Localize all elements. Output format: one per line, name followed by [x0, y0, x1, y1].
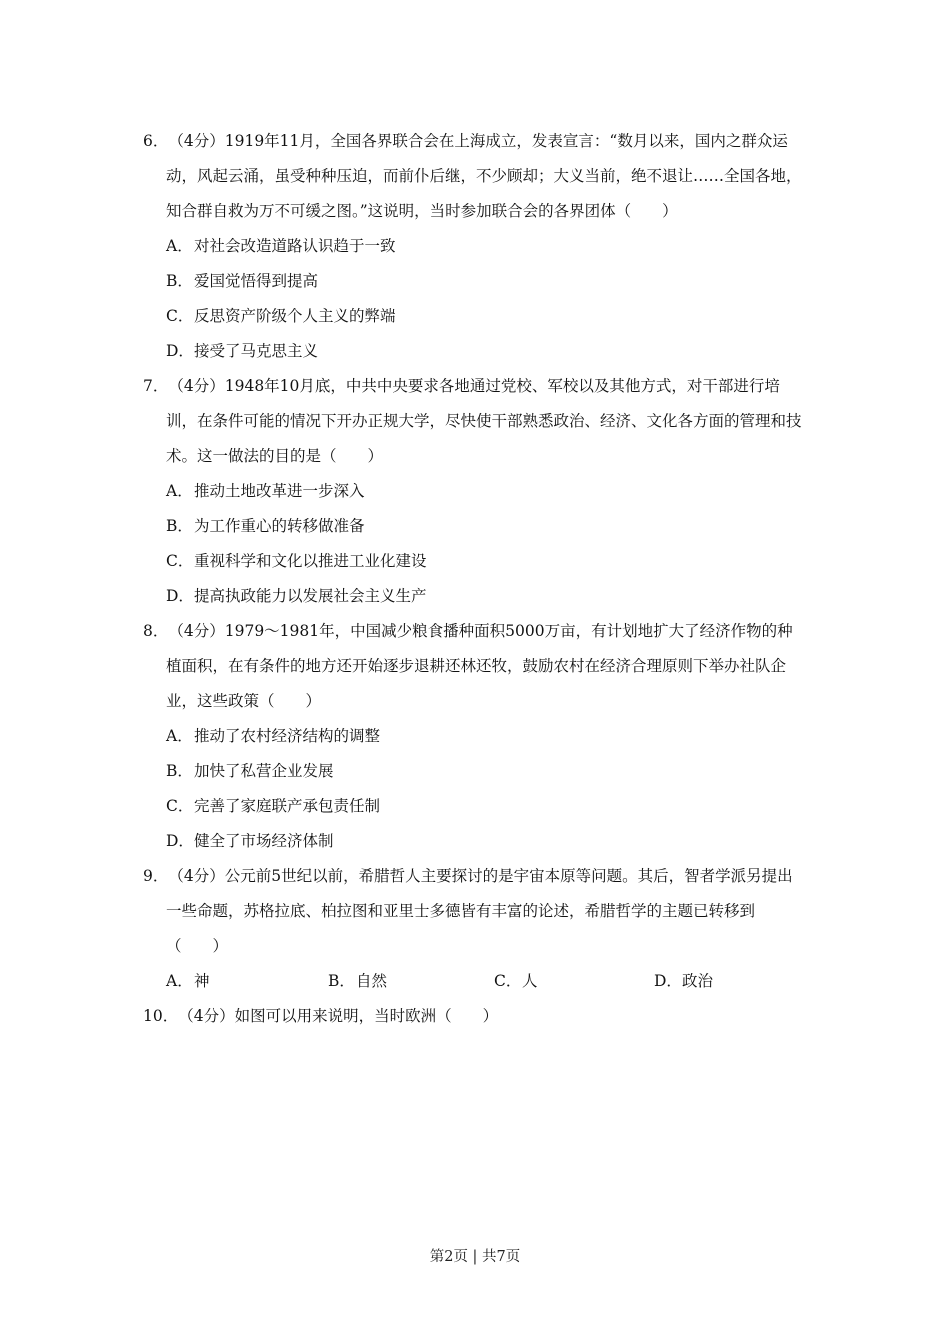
option-b [143, 754, 808, 789]
option-label: B． [328, 972, 355, 990]
option-label: A． [166, 237, 193, 255]
option-c [494, 964, 654, 999]
option-label: B． [166, 762, 193, 780]
option-label: D． [166, 832, 194, 850]
option-label: B． [166, 517, 193, 535]
option-d [143, 334, 808, 369]
question-stem: （4分）公元前5世纪以前，希腊哲人主要探讨的是宇宙本原等问题。其后，智者学派另提出一些命题，苏格拉底、柏拉图和亚里士多德皆有丰富的论述，希腊哲学的主题已转移到（ ） [166, 867, 793, 955]
option-text: 对社会改造道路认识趋于一致 [194, 237, 396, 255]
option-text: 健全了市场经济体制 [194, 832, 334, 850]
option-text: 神 [194, 972, 210, 990]
option-text: 政治 [682, 972, 714, 990]
option-text: 接受了马克思主义 [194, 342, 319, 360]
option-label: C． [166, 552, 194, 570]
option-text: 加快了私营企业发展 [194, 762, 334, 780]
question-6 [143, 124, 808, 369]
question-9 [143, 859, 808, 999]
option-b [328, 964, 494, 999]
option-label: A． [166, 727, 193, 745]
option-row [143, 964, 808, 999]
option-a [143, 229, 808, 264]
question-stem: （4分）1948年10月底，中共中央要求各地通过党校、军校以及其他方式，对干部进行培训，在条件可能的情况下开办正规大学，尽快使干部熟悉政治、经济、文化各方面的管理和技术。这一做法的目的是（ ） [166, 377, 802, 465]
option-b [143, 264, 808, 299]
question-number: 10． [143, 1007, 179, 1025]
question-number: 8． [143, 622, 169, 640]
option-text: 推动土地改革进一步深入 [194, 482, 365, 500]
option-label: D． [654, 972, 682, 990]
option-text: 人 [522, 972, 538, 990]
question-7 [143, 369, 808, 614]
option-text: 完善了家庭联产承包责任制 [194, 797, 381, 815]
page-footer: 第2页 | 共7页 [429, 1249, 521, 1265]
option-c [143, 789, 808, 824]
option-d [654, 964, 713, 999]
question-list [143, 124, 808, 1034]
option-a [143, 719, 808, 754]
option-c [143, 544, 808, 579]
option-text: 为工作重心的转移做准备 [194, 517, 365, 535]
option-label: D． [166, 587, 194, 605]
option-label: C． [166, 307, 194, 325]
option-b [143, 509, 808, 544]
option-d [143, 579, 808, 614]
question-stem: （4分）1919年11月，全国各界联合会在上海成立，发表宣言：“数月以来，国内之群众运动，风起云涌，虽受种种压迫，而前仆后继，不少顾却；大义当前，绝不退让……全国各地，知合群自救为万不可缓之图。”这说明，当时参加联合会的各界团体（ ） [166, 132, 802, 220]
option-label: A． [166, 482, 193, 500]
option-label: A． [166, 972, 193, 990]
option-text: 反思资产阶级个人主义的弊端 [194, 307, 396, 325]
option-a [143, 474, 808, 509]
option-d [143, 824, 808, 859]
question-number: 7． [143, 377, 169, 395]
option-label: B． [166, 272, 193, 290]
option-text: 重视科学和文化以推进工业化建设 [194, 552, 427, 570]
question-number: 6． [143, 132, 169, 150]
option-text: 推动了农村经济结构的调整 [194, 727, 381, 745]
question-8 [143, 614, 808, 859]
option-c [143, 299, 808, 334]
option-label: C． [166, 797, 194, 815]
question-stem: （4分）1979～1981年，中国减少粮食播种面积5000万亩，有计划地扩大了经济作物的种植面积，在有条件的地方还开始逐步退耕还林还牧，鼓励农村在经济合理原则下举办社队企业，这些政策（ ） [166, 622, 793, 710]
option-label: C． [494, 972, 522, 990]
option-text: 爱国觉悟得到提高 [194, 272, 319, 290]
question-stem: （4分）如图可以用来说明，当时欧洲（ ） [178, 1007, 499, 1025]
option-text: 自然 [356, 972, 388, 990]
option-label: D． [166, 342, 194, 360]
question-number: 9． [143, 867, 169, 885]
option-text: 提高执政能力以发展社会主义生产 [194, 587, 427, 605]
option-a [166, 964, 328, 999]
question-10 [143, 999, 808, 1034]
